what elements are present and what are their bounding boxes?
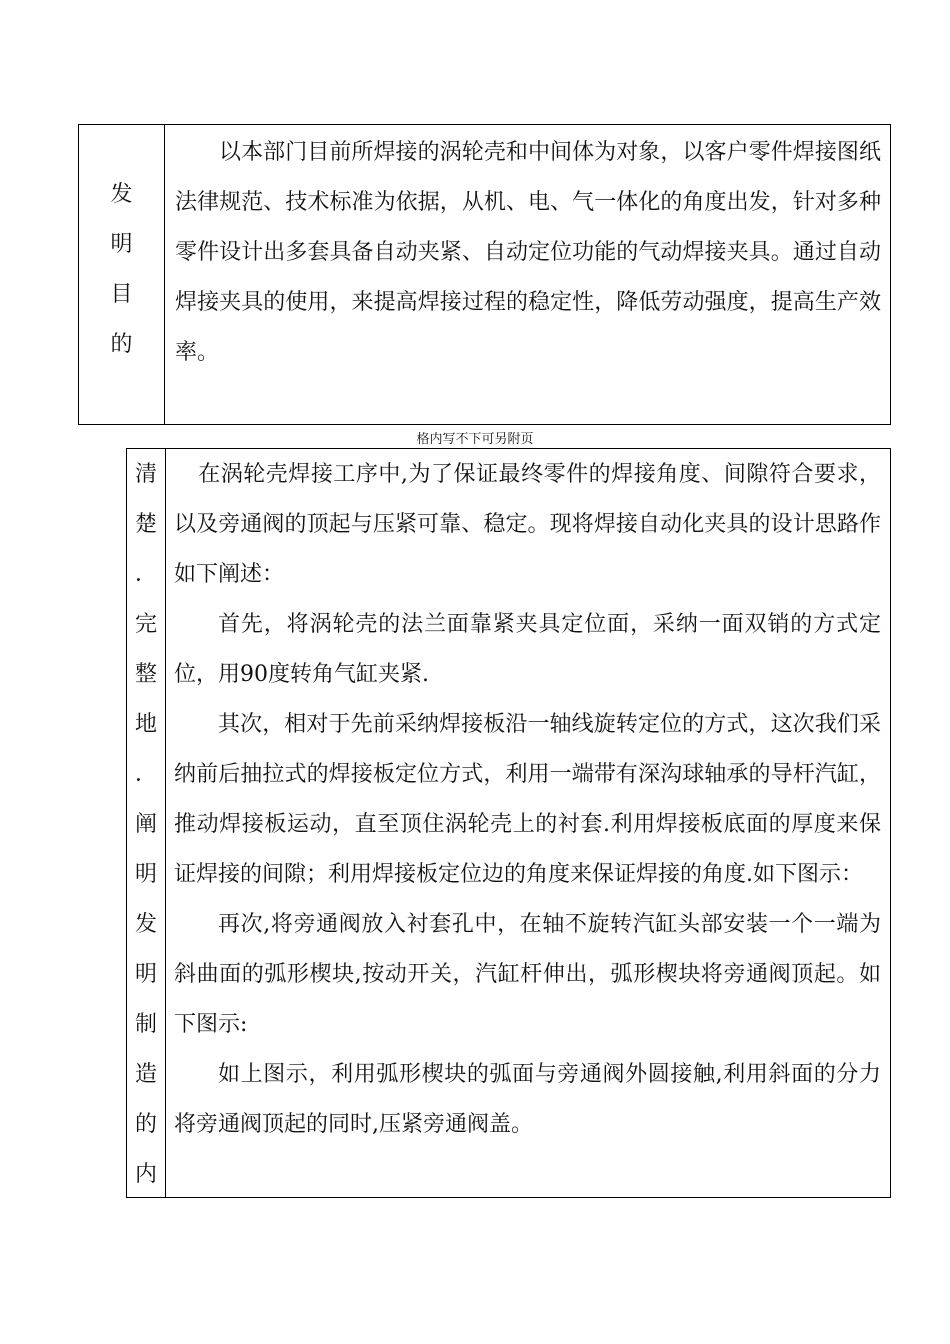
description-paragraph: 首先，将涡轮壳的法兰面靠紧夹具定位面，采纳一面双销的方式定位，用90度转角气缸夹紧.: [174, 612, 881, 687]
side-char: 地: [134, 712, 157, 737]
description-text-cell: [174, 450, 881, 1150]
side-char: 明: [134, 862, 157, 887]
side-char: 楚: [134, 512, 157, 537]
purpose-text-cell: [175, 128, 881, 378]
side-char: 发: [110, 182, 133, 207]
description-paragraph: 在涡轮壳焊接工序中,为了保证最终零件的焊接角度、间隙符合要求，以及旁通阀的顶起与压紧可靠、稳定。现将焊接自动化夹具的设计思路作如下阐述：: [174, 462, 881, 587]
side-char: 的: [134, 1112, 157, 1137]
side-char: 的: [110, 332, 133, 357]
side-char: 发: [134, 912, 157, 937]
description-side-label: [127, 449, 165, 1197]
description-paragraph: 再次,将旁通阀放入衬套孔中，在轴不旋转汽缸头部安装一个一端为斜曲面的弧形楔块,按动开关，汽缸杆伸出，弧形楔块将旁通阀顶起。如下图示:: [174, 912, 881, 1037]
side-char: 整: [134, 662, 157, 687]
purpose-paragraph: 以本部门目前所焊接的涡轮壳和中间体为对象，以客户零件焊接图纸法律规范、技术标准为依据，从机、电、气一体化的角度出发，针对多种零件设计出多套具备自动夹紧、自动定位功能的气动焊接夹具。通过自动焊接夹具的使用，来提高焊接过程的稳定性，降低劳动强度，提高生产效率。: [175, 140, 881, 365]
description-table: [126, 448, 891, 1198]
purpose-table: [78, 124, 891, 425]
side-char: ．: [134, 562, 157, 587]
purpose-side-label: [79, 125, 164, 424]
side-char: 造: [134, 1062, 157, 1087]
side-char: 内: [134, 1162, 157, 1187]
side-char: 阐: [134, 812, 157, 837]
description-paragraph: 如上图示，利用弧形楔块的弧面与旁通阀外圆接触,利用斜面的分力将旁通阀顶起的同时,压紧旁通阀盖。: [174, 1062, 881, 1137]
side-char: 目: [110, 282, 133, 307]
description-paragraph: 其次，相对于先前采纳焊接板沿一轴线旋转定位的方式，这次我们采纳前后抽拉式的焊接板定位方式，利用一端带有深沟球轴承的导杆汽缸，推动焊接板运动，直至顶住涡轮壳上的衬套.利用焊接板底面的厚度来保证焊接的间隙；利用焊接板定位边的角度来保证焊接的角度.如下图示：: [174, 712, 881, 887]
side-char: 制: [134, 1012, 157, 1037]
side-char: 完: [134, 612, 157, 637]
side-char: 明: [134, 962, 157, 987]
column-divider: [164, 125, 165, 424]
side-char: 清: [134, 462, 157, 487]
side-char: 明: [110, 232, 133, 257]
side-char: ．: [134, 762, 157, 787]
column-divider: [165, 449, 166, 1197]
overflow-note: 格内写不下可另附页: [416, 432, 534, 447]
